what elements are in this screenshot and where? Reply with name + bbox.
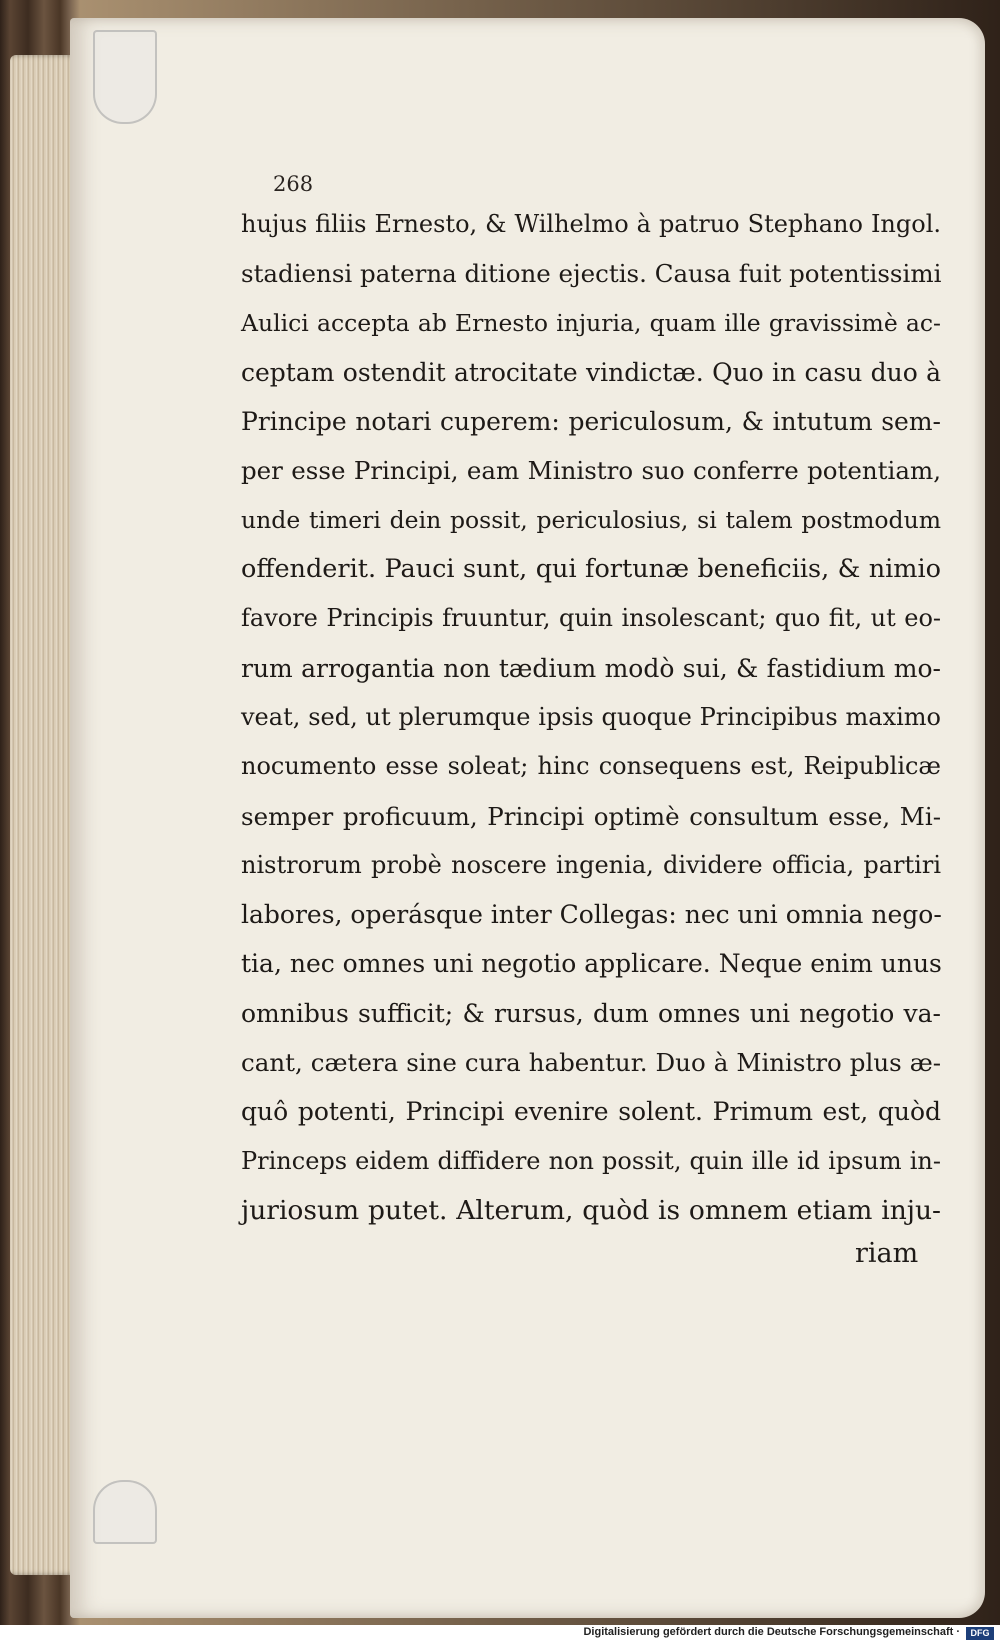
text-line: quô potenti, Principi evenire solent. Primum est, quòd xyxy=(241,1097,941,1127)
page-clip-bottom xyxy=(93,1480,157,1544)
text-line: Princeps eidem diffidere non possit, quin ille id ipsum in- xyxy=(241,1146,941,1175)
text-line: labores, operásque inter Collegas: nec uni omnia nego- xyxy=(241,900,942,930)
text-line: nistrorum probè noscere ingenia, dividere officia, partiri xyxy=(241,850,941,879)
catchword: riam xyxy=(855,1238,919,1269)
text-line: ceptam ostendit atrocitate vindictæ. Quo in casu duo à xyxy=(241,357,941,387)
text-line: offenderit. Pauci sunt, qui fortunæ beneficiis, & nimio xyxy=(241,554,941,585)
text-line: unde timeri dein possit, periculosius, si talem postmodum xyxy=(241,505,941,534)
page-number: 268 xyxy=(273,172,314,196)
text-line: omnibus sufficit; & rursus, dum omnes uni negotio va- xyxy=(241,998,941,1028)
text-line: per esse Principi, eam Ministro suo conferre potentiam, xyxy=(241,456,941,486)
text-line: juriosum putet. Alterum, quòd is omnem etiam inju- xyxy=(241,1194,941,1226)
digitization-footer xyxy=(0,1625,1000,1643)
text-line: rum arrogantia non tædium modò sui, & fastidium mo- xyxy=(241,653,941,683)
page-clip-top xyxy=(93,30,157,124)
text-line: semper proficuum, Principi optimè consultum esse, Mi- xyxy=(241,801,941,831)
text-line: cant, cætera sine cura habentur. Duo à Ministro plus æ- xyxy=(241,1048,941,1078)
text-line: nocumento esse soleat; hinc consequens est, Reipublicæ xyxy=(241,752,941,781)
dfg-logo-icon: DFG xyxy=(966,1627,994,1640)
text-line: Principe notari cuperem: periculosum, & intutum sem- xyxy=(241,407,941,437)
text-line: tia, nec omnes uni negotio applicare. Neque enim unus xyxy=(241,949,942,979)
text-line: veat, sed, ut plerumque ipsis quoque Principibus maximo xyxy=(241,702,941,731)
text-line: Aulici accepta ab Ernesto injuria, quam ille gravissimè ac- xyxy=(241,308,941,337)
text-line: favore Principis fruuntur, quin insolescant; quo fit, ut eo- xyxy=(241,604,941,633)
body-text xyxy=(241,200,941,1235)
text-line: stadiensi paterna ditione ejectis. Causa fuit potentissimi xyxy=(241,259,942,289)
text-line: hujus filiis Ernesto, & Wilhelmo à patruo Stephano Ingol. xyxy=(241,210,941,238)
footer-credit: Digitalisierung gefördert durch die Deutsche Forschungsgemeinschaft · xyxy=(583,1626,960,1638)
